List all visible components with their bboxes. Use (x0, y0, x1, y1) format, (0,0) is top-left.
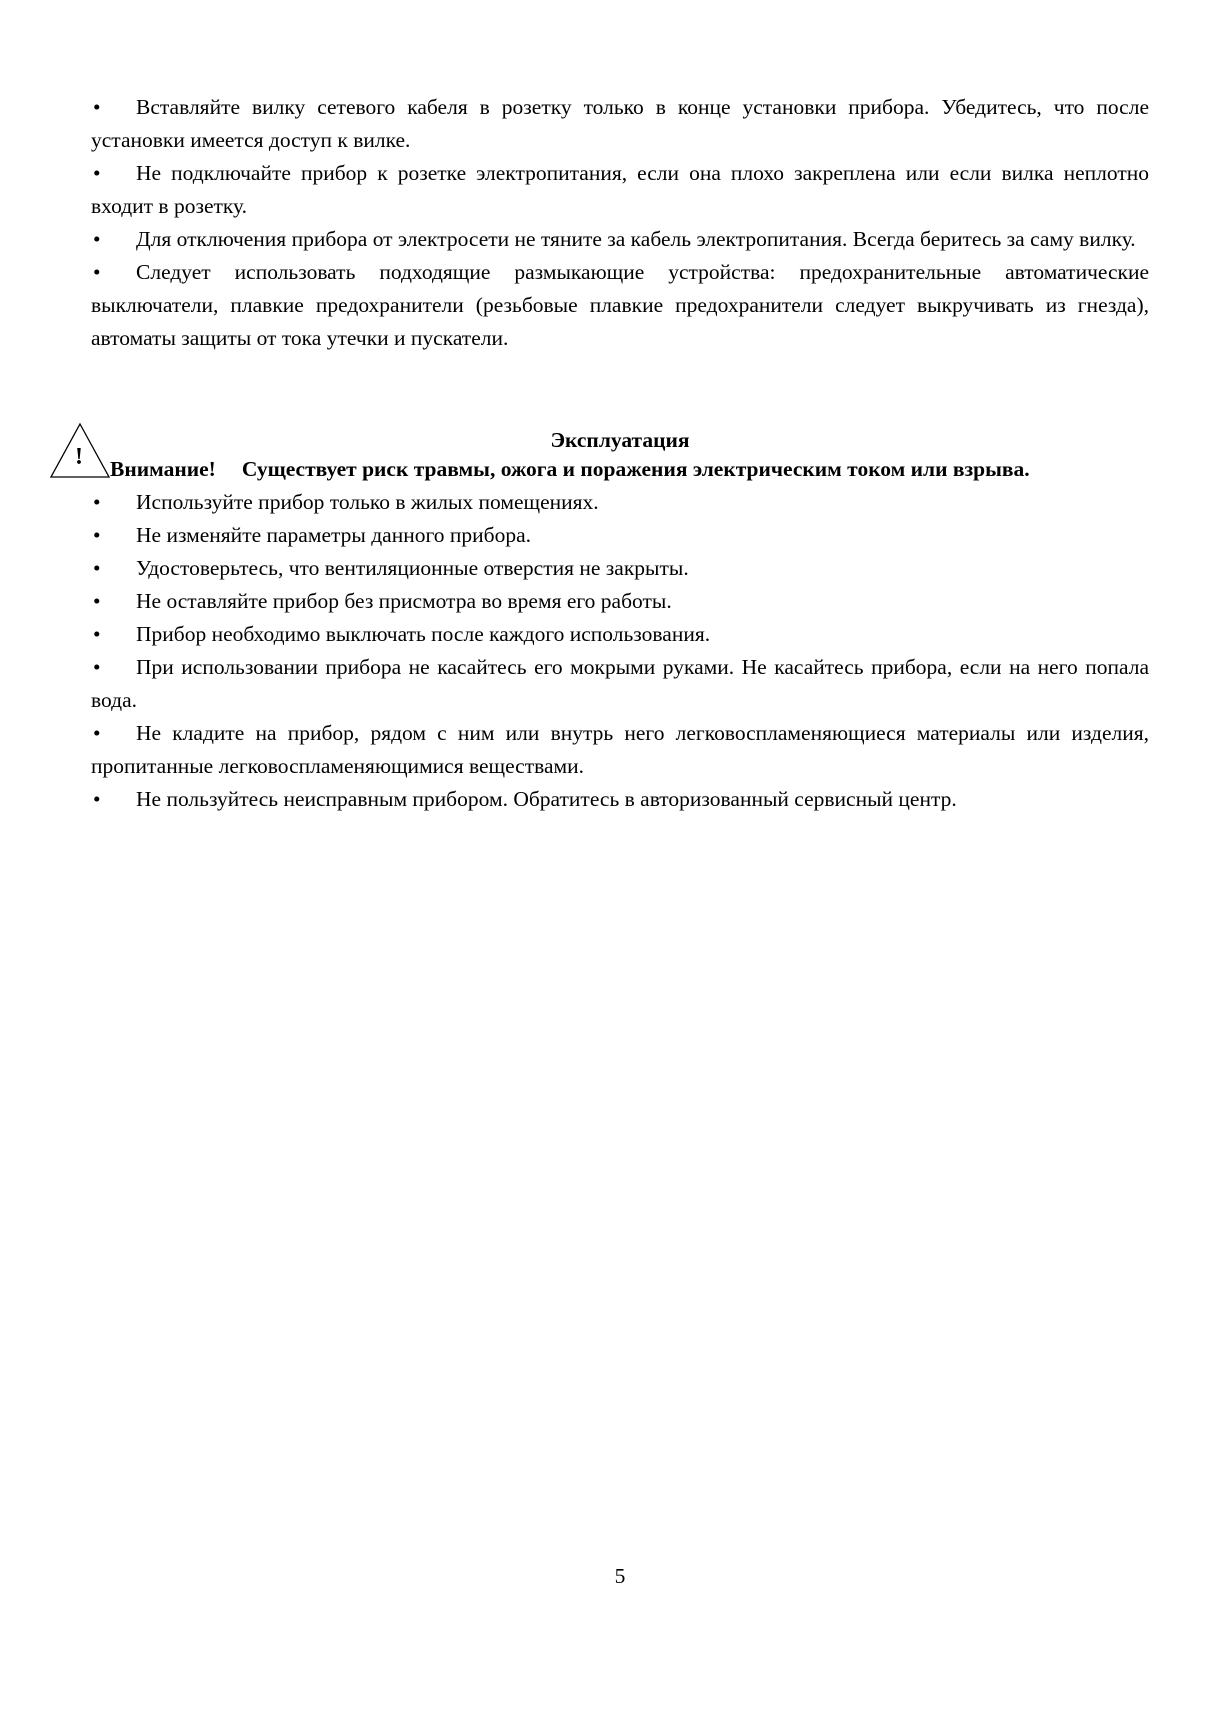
bullet: • (93, 655, 101, 679)
list-item: • Для отключения прибора от электросети не тяните за кабель электропитания. Всегда беритесь за саму вилку. (91, 223, 1149, 256)
warning-label: Внимание! (110, 457, 216, 481)
bullet: • (93, 556, 101, 580)
list-item: • Удостоверьтесь, что вентиляционные отверстия не закрыты. (91, 552, 1149, 585)
list-item: • Не изменяйте параметры данного прибора. (91, 519, 1149, 552)
bullet: • (93, 622, 101, 646)
warning-statement (110, 453, 1150, 486)
bullet: • (93, 161, 101, 185)
list-item: • Не оставляйте прибор без присмотра во время его работы. (91, 585, 1149, 618)
list-item: • Используйте прибор только в жилых помещениях. (91, 486, 1149, 519)
installation-list (91, 91, 1149, 355)
svg-text:!: ! (75, 444, 83, 470)
warning-text: Существует риск травмы, ожога и поражения электрическим током или взрыва. (241, 457, 1030, 481)
bullet: • (93, 787, 101, 811)
list-item: • Не пользуйтесь неисправным прибором. Обратитесь в авторизованный сервисный центр. (91, 783, 1149, 816)
bullet: • (93, 95, 101, 119)
operation-list (91, 486, 1149, 816)
list-item: • При использовании прибора не касайтесь его мокрыми руками. Не касайтесь прибора, если на него попала вода. (91, 651, 1149, 717)
bullet: • (93, 260, 101, 284)
list-item: • Вставляйте вилку сетевого кабеля в розетку только в конце установки прибора. Убедитесь, что после установки имеется доступ к вилке. (91, 91, 1149, 157)
list-item: • Не кладите на прибор, рядом с ним или внутрь него легковоспламеняющиеся материалы или изделия, пропитанные легковоспламеняющимися веществами. (91, 717, 1149, 783)
bullet: • (93, 589, 101, 613)
list-item: • Следует использовать подходящие размыкающие устройства: предохранительные автоматические выключатели, плавкие предохранители (резьбовые плавкие предохранители следует выкручивать из гнезда), автоматы защиты от тока утечки и пускатели. (91, 256, 1149, 355)
bullet: • (93, 227, 101, 251)
list-item: • Прибор необходимо выключать после каждого использования. (91, 618, 1149, 651)
bullet: • (93, 721, 101, 745)
section-title: Эксплуатация (550, 428, 690, 452)
page-number: 5 (614, 1564, 626, 1588)
bullet: • (93, 523, 101, 547)
bullet: • (93, 490, 101, 514)
list-item: • Не подключайте прибор к розетке электропитания, если она плохо закреплена или если вилка неплотно входит в розетку. (91, 157, 1149, 223)
